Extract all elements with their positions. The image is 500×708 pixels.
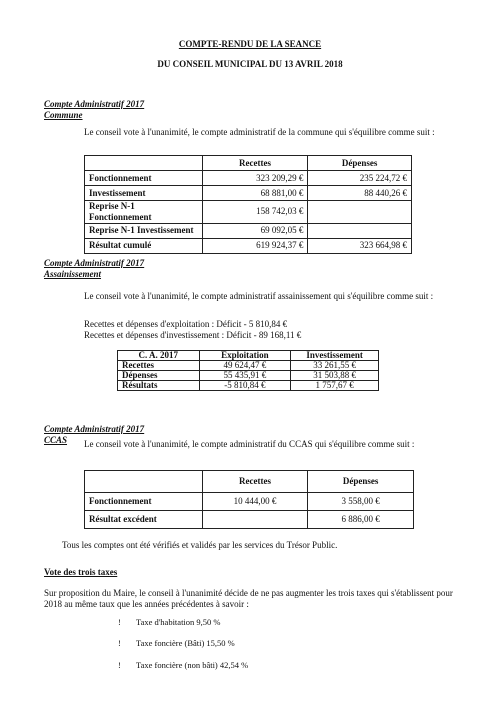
table-cell: Investissement <box>85 186 203 201</box>
table-row <box>85 171 412 186</box>
table-header-row <box>85 471 414 493</box>
commune-heading <box>44 99 144 121</box>
ccas-heading-line1: Compte Administratif 2017 <box>44 424 145 434</box>
exclamation-bullet-icon: ! <box>118 660 121 670</box>
exclamation-bullet-icon: ! <box>118 638 121 648</box>
table-cell: 68 881,00 € <box>202 186 308 201</box>
table-cell: 88 440,26 € <box>308 186 412 201</box>
exclamation-bullet-icon: ! <box>118 617 121 627</box>
table-cell: 1 757,67 € <box>291 381 379 391</box>
table-cell: 55 435,91 € <box>199 371 291 381</box>
table-row <box>85 493 414 511</box>
table-cell: Résultat excédent <box>85 511 203 529</box>
table-cell: 323 664,98 € <box>308 238 412 253</box>
table-cell: 69 092,05 € <box>202 223 308 238</box>
table-cell: Dépenses <box>118 371 200 381</box>
table-cell <box>308 201 412 224</box>
table-cell: Fonctionnement <box>85 171 203 186</box>
document-subtitle: DU CONSEIL MUNICIPAL DU 13 AVRIL 2018 <box>157 59 343 69</box>
table-row <box>85 511 414 529</box>
table-cell: 619 924,37 € <box>202 238 308 253</box>
table-row <box>118 381 379 391</box>
table-cell: Reprise N-1 Investissement <box>85 223 203 238</box>
assainissement-heading-line2: Assainissement <box>44 269 102 279</box>
table-cell: Fonctionnement <box>85 493 203 511</box>
commune-table <box>84 155 412 254</box>
assainissement-table <box>117 350 379 391</box>
table-header-cell: Investissement <box>291 351 379 361</box>
assainissement-exploitation-line: Recettes et dépenses d'exploitation : Déficit - 5 810,84 € <box>84 319 288 329</box>
table-cell: 3 558,00 € <box>308 493 414 511</box>
table-cell: Reprise N-1 Fonctionnement <box>85 201 203 224</box>
table-cell <box>202 511 308 529</box>
table-row <box>118 361 379 371</box>
table-cell: 31 503,88 € <box>291 371 379 381</box>
table-header-cell: C. A. 2017 <box>118 351 200 361</box>
document-title: COMPTE-RENDU DE LA SEANCE <box>178 39 322 49</box>
table-cell <box>308 223 412 238</box>
table-row <box>85 186 412 201</box>
table-cell: Recettes <box>118 361 200 371</box>
table-cell: 6 886,00 € <box>308 511 414 529</box>
list-item-label: Taxe foncière (non bâti) 42,54 % <box>136 660 249 670</box>
table-header-cell <box>85 156 203 171</box>
list-item <box>118 660 248 670</box>
table-row <box>85 238 412 253</box>
table-header-row <box>118 351 379 361</box>
table-cell: 323 209,29 € <box>202 171 308 186</box>
table-cell: 158 742,03 € <box>202 201 308 224</box>
assainissement-text: Le conseil vote à l'unanimité, le compte administratif assainissement qui s'équilibre comme suit : <box>84 291 434 301</box>
ccas-table <box>84 470 414 529</box>
table-cell: 235 224,72 € <box>308 171 412 186</box>
table-header-cell <box>85 471 203 493</box>
table-cell: -5 810,84 € <box>199 381 291 391</box>
table-cell: Résultat cumulé <box>85 238 203 253</box>
table-header-cell: Recettes <box>202 156 308 171</box>
commune-heading-line2: Commune <box>44 110 83 120</box>
list-item-label: Taxe foncière (Bâti) 15,50 % <box>136 638 235 648</box>
list-item <box>118 617 221 627</box>
table-cell: 10 444,00 € <box>202 493 308 511</box>
table-row <box>118 371 379 381</box>
ccas-text: Le conseil vote à l'unanimité, le compte administratif du CCAS qui s'équilibre comme suit : <box>84 439 415 449</box>
taxes-heading: Vote des trois taxes <box>44 567 118 577</box>
table-header-cell: Dépenses <box>308 471 414 493</box>
table-header-cell: Dépenses <box>308 156 412 171</box>
table-cell: 49 624,47 € <box>199 361 291 371</box>
table-header-cell: Exploitation <box>199 351 291 361</box>
ccas-heading-line2: CCAS <box>44 435 68 445</box>
verification-text: Tous les comptes ont été vérifiés et validés par les services du Trésor Public. <box>62 540 338 550</box>
list-item-label: Taxe d'habitation 9,50 % <box>136 617 221 627</box>
table-cell: 33 261,55 € <box>291 361 379 371</box>
table-row <box>85 223 412 238</box>
assainissement-investissement-line: Recettes et dépenses d'investissement : Déficit - 89 168,11 € <box>84 330 302 340</box>
commune-text: Le conseil vote à l'unanimité, le compte administratif de la commune qui s'équilibre comme suit : <box>84 127 435 137</box>
commune-heading-line1: Compte Administratif 2017 <box>44 99 145 109</box>
list-item <box>118 638 235 648</box>
assainissement-heading-line1: Compte Administratif 2017 <box>44 258 145 268</box>
table-header-cell: Recettes <box>202 471 308 493</box>
table-row <box>85 201 412 224</box>
table-cell: Résultats <box>118 381 200 391</box>
assainissement-heading <box>44 258 144 280</box>
taxes-text: Sur proposition du Maire, le conseil à l'unanimité décide de ne pas augmenter les trois taxes qui s'établissent pour 2018 au même taux que les années précédentes à savoir : <box>44 588 453 609</box>
table-header-row <box>85 156 412 171</box>
